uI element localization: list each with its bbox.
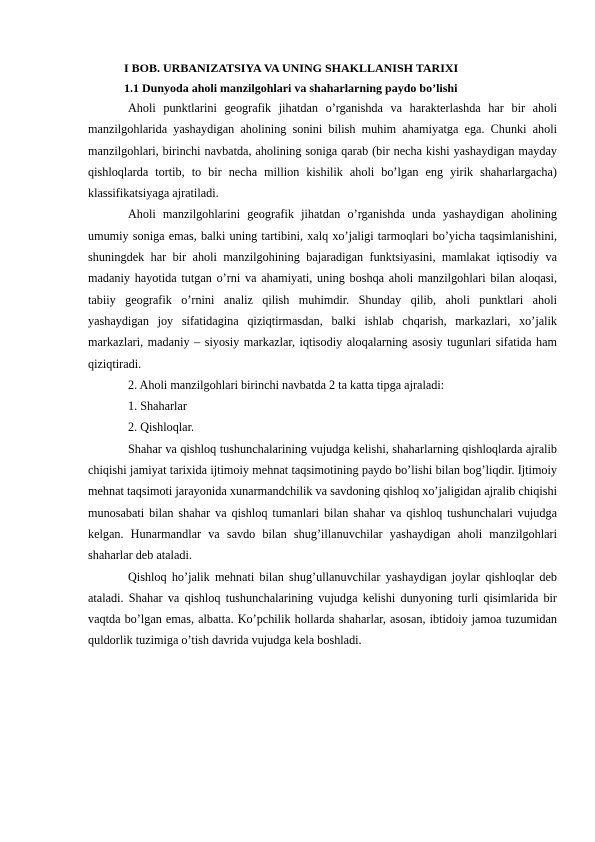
chapter-title: I BOB. URBANIZATSIYA VA UNING SHAKLLANISH TARIXI [124, 61, 459, 75]
list-item-villages: 2. Qishloqlar. [128, 420, 195, 435]
paragraph-1: Aholi punktlarini geografik jihatdan o’rganishda va harakterlashda har bir aholi manzilgohlarida yashaydigan aholining sonini bilish muhim ahamiyatga ega. Chunki aholi manzilgohlari, birinchi navbatda, aholining soniga qarab (bir necha kishi yashaydigan mayday qishloqlarda tortib, to bir necha million kishilik aholi bo’lgan eng yirik shaharlargacha) klassifikatsiyaga ajratiladi. [88, 101, 557, 201]
paragraph-5: Qishloq ho’jalik mehnati bilan shug’ullanuvchilar yashaydigan joylar qishloqlar deb ataladi. Shahar va qishloq tushunchalarining vujudga kelishi dunyoning turli qisimlarida bir vaqtda bo’lgan emas, albatta. Ko’pchilik hollarda shaharlar, asosan, ibtidoiy jamoa tuzumidan quldorlik tuzimiga o’tish davrida vujudga kela boshladi. [88, 569, 557, 648]
paragraph-2: Aholi manzilgohlarini geografik jihatdan o’rganishda unda yashaydigan aholining umumiy soniga emas, balki uning tartibini, xalq xo’jaligi tarmoqlari bo’yicha taqsimlanishini, shuningdek har bir aholi manzilgohining bajaradigan funktsiyasini, mamlakat iqtisodiy va madaniy hayotida tutgan o’rni va ahamiyati, uning boshqa aholi manzilgohlari bilan aloqasi, tabiiy geografik o’rnini analiz qilish muhimdir. Shunday qilib, aholi punktlari aholi yashaydigan joy sifatidagina qiziqtirmasdan, balki ishlab chqarish, markazlari, xo’jalik markazlari, madaniy – siyosiy markazlar, iqtisodiy aloqalarning asosiy tugunlari sifatida ham qiziqtiradi. [88, 207, 557, 371]
paragraph-4: Shahar va qishloq tushunchalarining vujudga kelishi, shaharlarning qishloqlarda ajralib chiqishi jamiyat tarixida ijtimoiy mehnat taqsimotining paydo bo’lishi bilan bog’liqdir. Ijtimoiy mehnat taqsimoti jarayonida xunarmandchilik va savdoning qishloq xo’jaligidan ajralib chiqishi munosabati bilan shahar va qishloq tumanlari bilan shahar va qishloq tushunchalari vujudga kelgan. Hunarmandlar va savdo bilan shug’illanuvchilar yashaydigan aholi manzilgohlari shaharlar deb ataladi. [88, 441, 557, 563]
section-title: 1.1 Dunyoda aholi manzilgohlari va shaharlarning paydo bo’lishi [124, 81, 458, 95]
list-item-cities: 1. Shaharlar [128, 399, 187, 414]
page-content [88, 58, 557, 652]
paragraph-3: 2. Aholi manzilgohlari birinchi navbatda 2 ta katta tipga ajraladi: [128, 377, 445, 392]
